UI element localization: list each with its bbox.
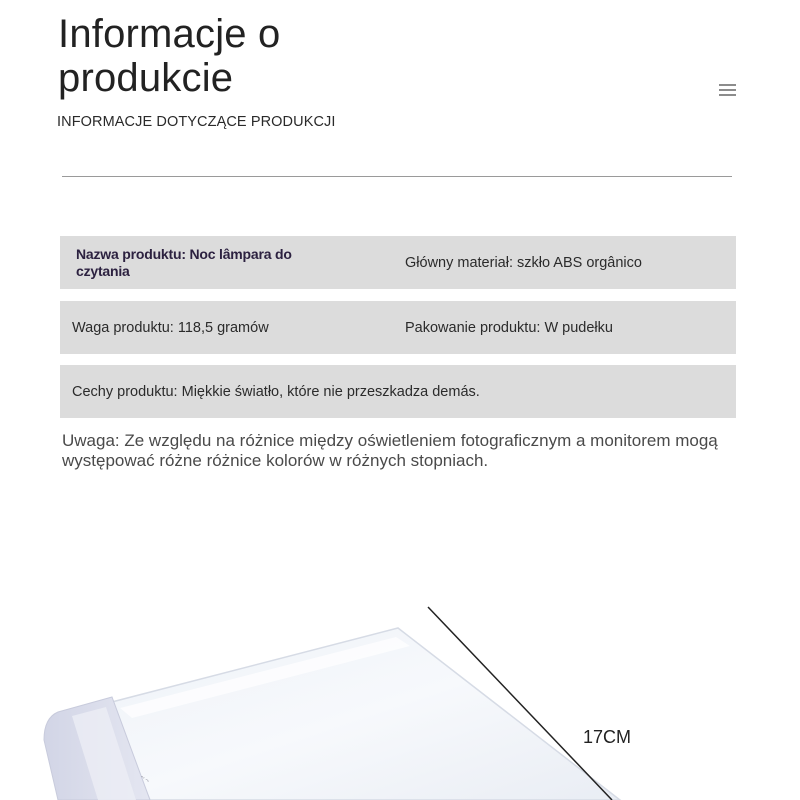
- product-image: [0, 560, 800, 800]
- info-row: [60, 301, 736, 354]
- main-material-cell: Główny materiał: szkło ABS orgânico: [405, 254, 642, 271]
- page-subtitle: INFORMACJE DOTYCZĄCE PRODUKCJI: [57, 114, 336, 130]
- product-name-cell: Nazwa produktu: Noc lâmpara do czytania: [76, 245, 292, 279]
- handle-logo-mark: ~ ~: [138, 773, 152, 785]
- hamburger-menu-icon[interactable]: [719, 84, 736, 95]
- color-disclaimer-note: Uwaga: Ze względu na różnice między oświetleniem fotograficznym a monitorem mogą występować różne różnice kolorów w różnych stopniach.: [62, 431, 718, 470]
- info-row: [60, 365, 736, 418]
- page-title: Informacje o produkcie: [58, 12, 281, 100]
- product-features-cell: Cechy produktu: Miękkie światło, które nie przeszkadza demás.: [72, 383, 480, 400]
- dimension-label: 17CM: [583, 727, 632, 747]
- packaging-cell: Pakowanie produktu: W pudełku: [405, 319, 613, 336]
- info-row: [60, 236, 736, 289]
- product-weight-cell: Waga produktu: 118,5 gramów: [72, 319, 269, 336]
- header-divider: [62, 176, 732, 177]
